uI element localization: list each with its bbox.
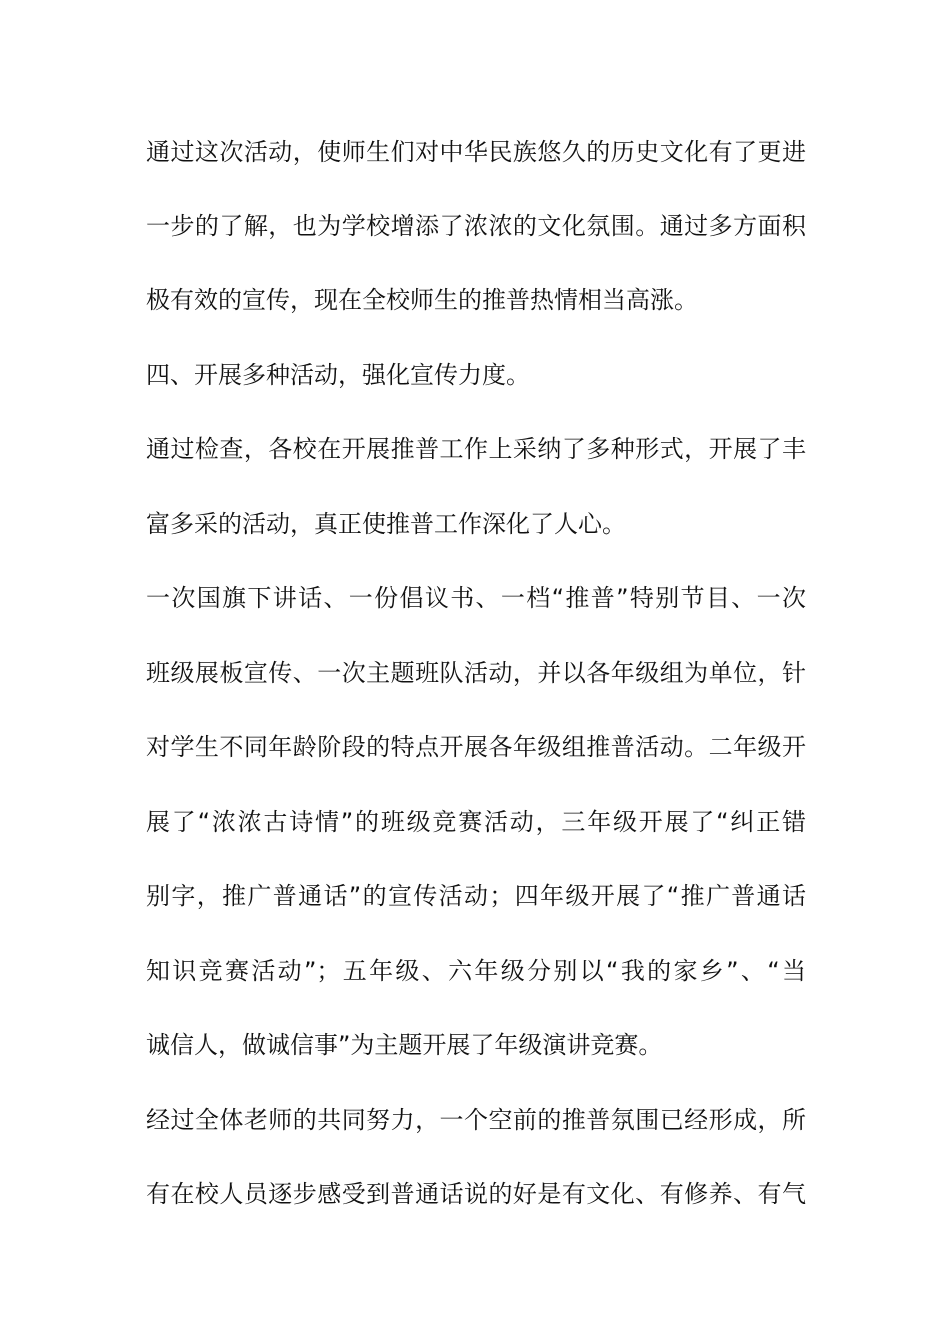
text-line-7: 一次国旗下讲话、一份倡议书、一档“推普”特别节目、一次 [146,584,806,612]
text-line-2: 一步的了解，也为学校增添了浓浓的文化氛围。通过多方面积 [146,212,806,240]
text-line-12: 知识竞赛活动”；五年级、六年级分别以“我的家乡”、“当 [146,957,806,985]
text-line-11: 别字，推广普通话”的宣传活动；四年级开展了“推广普通话 [146,882,806,910]
text-line-14: 经过全体老师的共同努力，一个空前的推普氛围已经形成，所 [146,1106,806,1134]
text-line-5: 通过检查，各校在开展推普工作上采纳了多种形式，开展了丰 [146,435,806,463]
section-heading: 四、开展多种活动，强化宣传力度。 [146,361,530,389]
text-line-15: 有在校人员逐步感受到普通话说的好是有文化、有修养、有气 [146,1180,806,1208]
text-line-6: 富多采的活动，真正使推普工作深化了人心。 [146,510,626,538]
text-line-1: 通过这次活动，使师生们对中华民族悠久的历史文化有了更进 [146,138,806,166]
text-line-8: 班级展板宣传、一次主题班队活动，并以各年级组为单位，针 [146,659,806,687]
text-line-9: 对学生不同年龄阶段的特点开展各年级组推普活动。二年级开 [146,733,806,761]
text-line-13: 诚信人，做诚信事”为主题开展了年级演讲竞赛。 [146,1031,663,1059]
text-line-3: 极有效的宣传，现在全校师生的推普热情相当高涨。 [146,286,698,314]
text-line-10: 展了“浓浓古诗情”的班级竞赛活动，三年级开展了“纠正错 [146,808,806,836]
